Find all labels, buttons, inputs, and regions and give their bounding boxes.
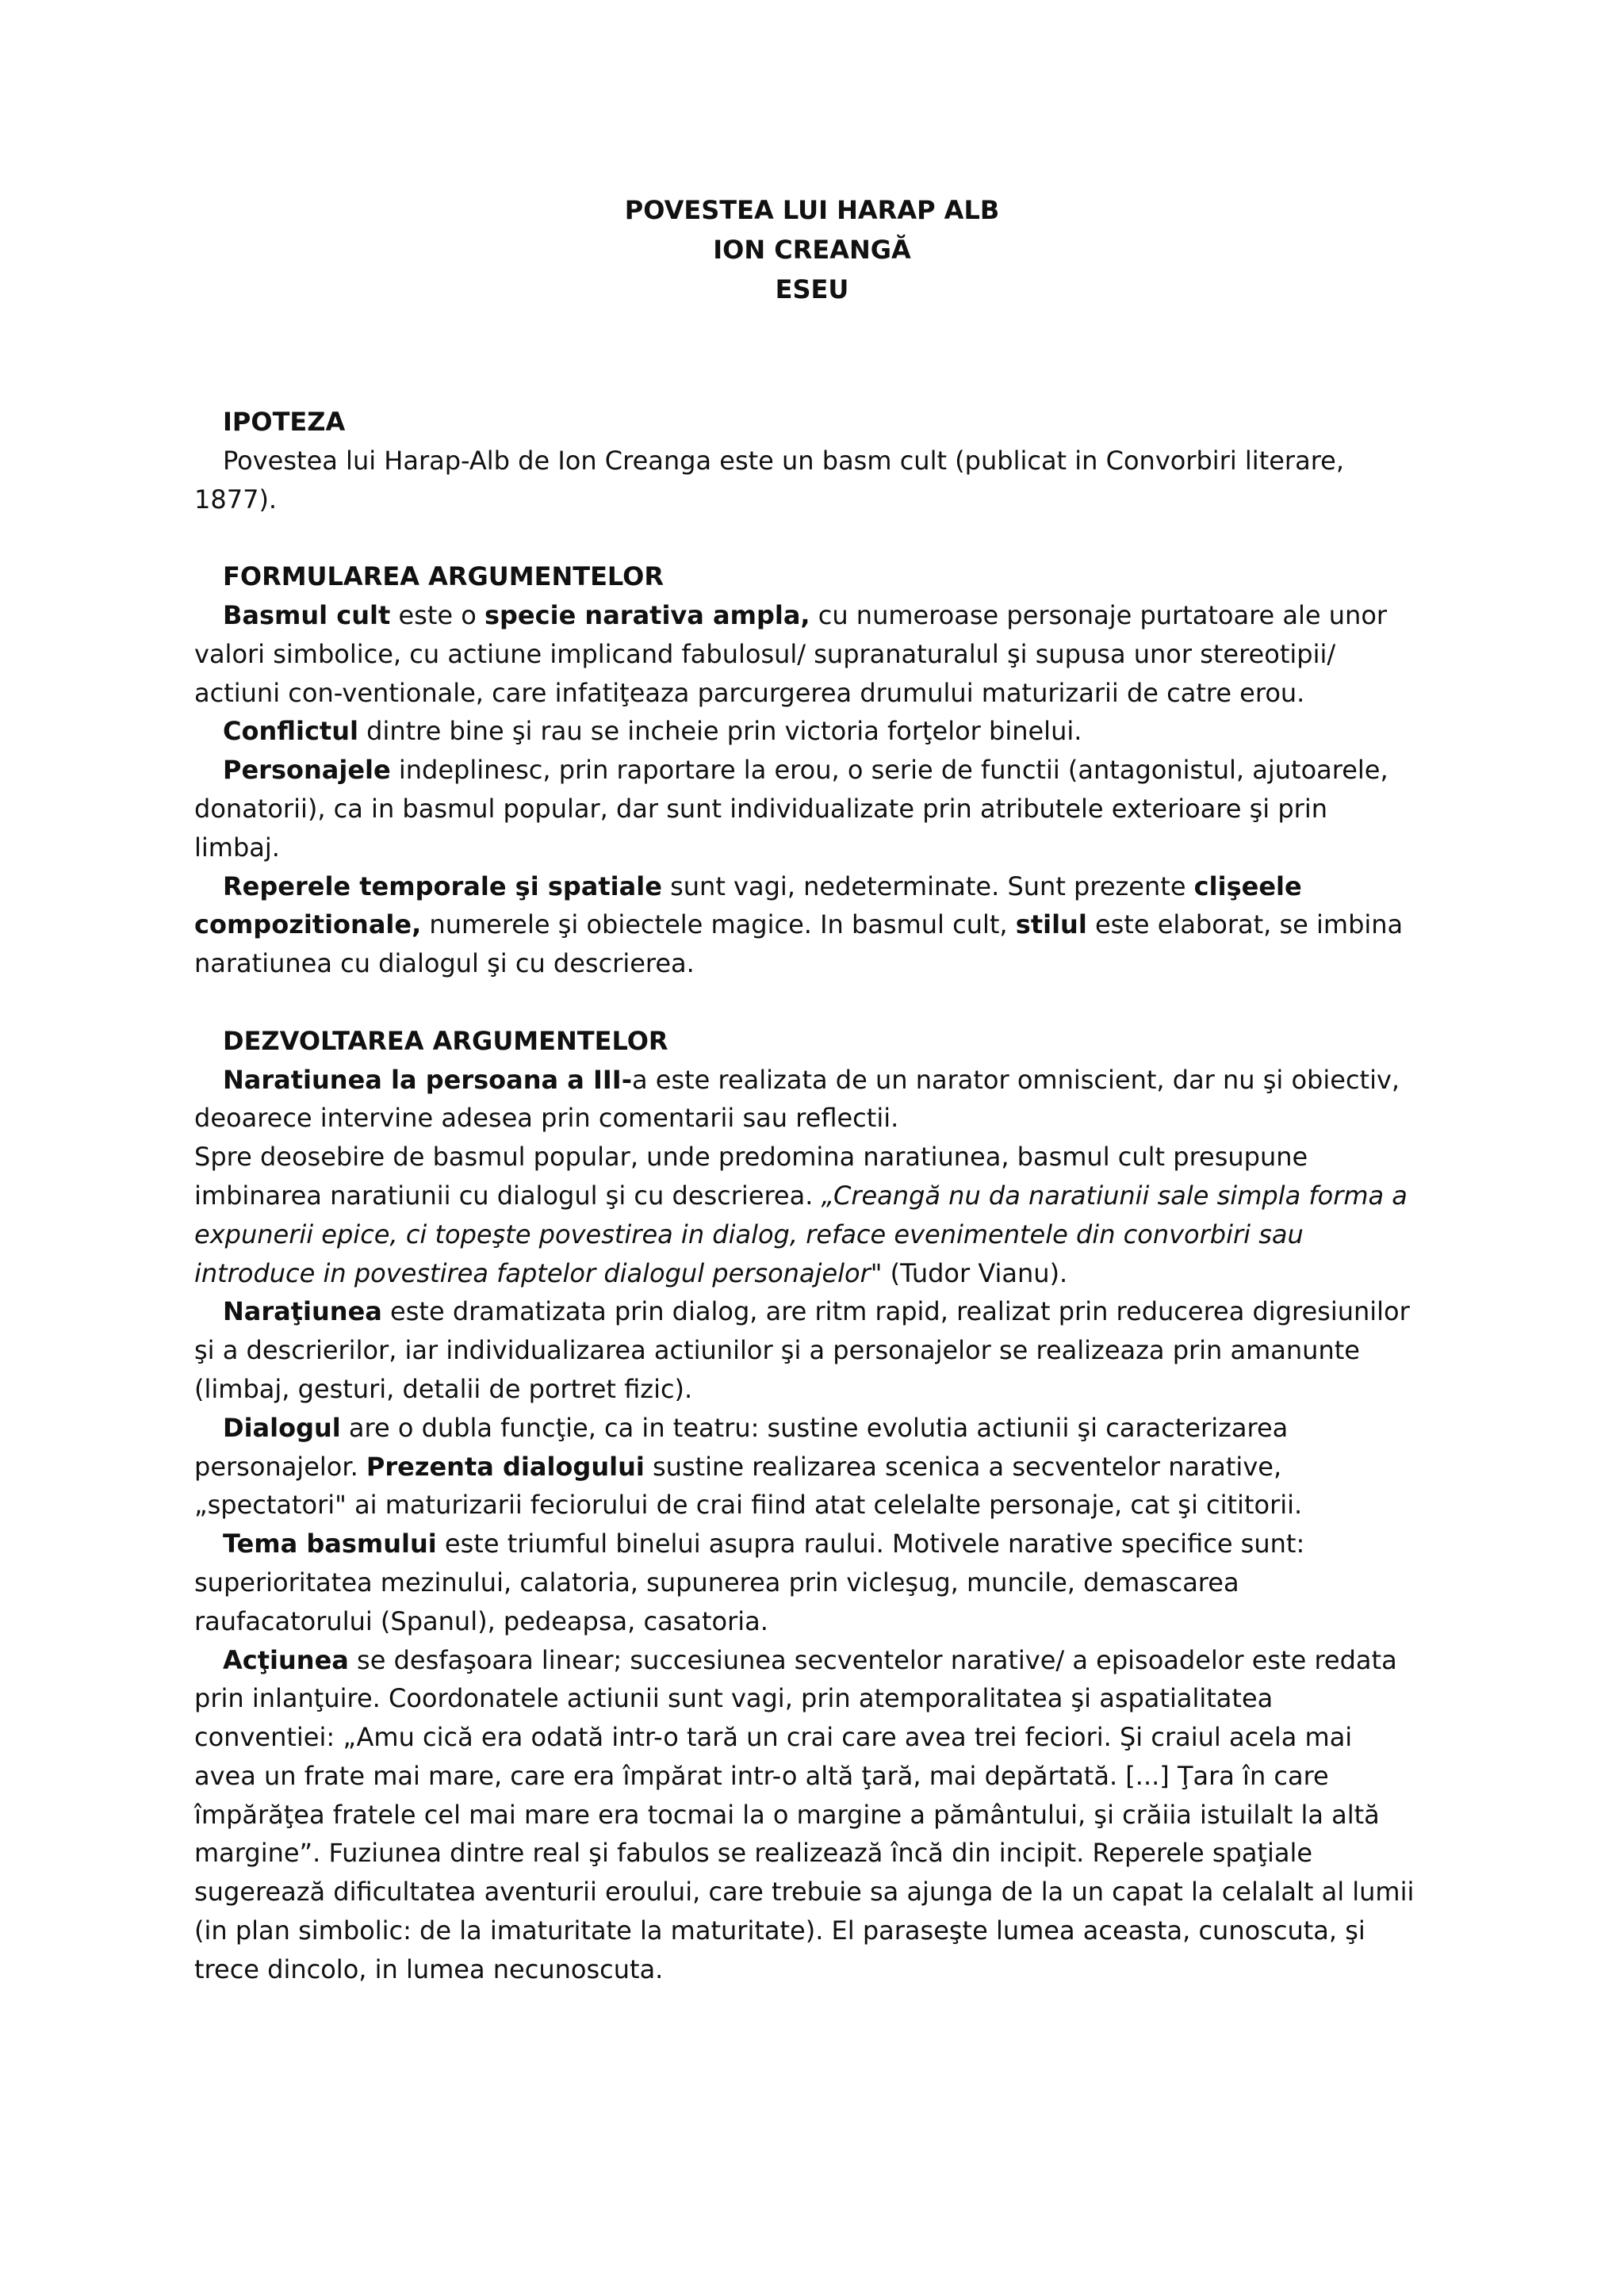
title-block <box>0 190 1624 309</box>
bold-term: Naratiunea la persoana a III- <box>223 1064 632 1095</box>
bold-term: stilul <box>1015 909 1087 940</box>
bold-term: Basmul cult <box>223 599 391 630</box>
bold-term: Acţiunea <box>223 1644 349 1675</box>
document-body <box>194 403 1415 1989</box>
paragraph-text: indeplinesc, prin raportare la erou, o serie de functii (antagonistul, ajutoarele, donatorii), ca in basmul popular, dar sunt individualizate prin atributele exterioare şi prin limbaj. <box>194 755 1388 863</box>
bold-term: Tema basmului <box>223 1529 437 1559</box>
dezvoltarea-paragraph-actiunea <box>194 1641 1415 1989</box>
paragraph-text: este dramatizata prin dialog, are ritm rapid, realizat prin reducerea digresiunilor şi a descrierilor, iar individualizarea actiunilor şi a personajelor se realizeaza prin amanunte (limbaj, gesturi, detalii de portret fizic). <box>194 1296 1410 1404</box>
paragraph-text: a este realizata de un narator omniscient, dar nu şi obiectiv, deoarece intervine adesea prin comentarii sau reflectii. <box>194 1064 1400 1134</box>
italic-quote: „Creangă nu da naratiunii sale simpla forma a expunerii epice, ci topeşte povestirea in dialog, reface evenimentele din convorbiri sau introduce in povestirea faptelor dialogul personajelor" <box>194 1180 1408 1288</box>
bold-term: Personajele <box>223 755 391 786</box>
paragraph-text: se desfaşoara linear; succesiunea secventelor narative/ a episoadelor este redata prin inlanţuire. Coordonatele actiunii sunt vagi, prin atemporalitatea şi aspatialitatea conventiei: „Amu cică era odată intr-o tară un crai care avea trei feciori. Şi craiul acela mai avea un frate mai mare, care era împărat intr-o altă ţară, mai depărtată. [...] Ţara în care împărăţea fratele cel mai mare era tocmai la o margine a pământului, şi crăiia istuilalt la altă margine”. Fuziunea dintre real şi fabulos se realizează încă din incipit. Reperele spaţiale sugerează dificultatea aventurii eroului, care trebuie sa ajunga de la un capat la celalalt al lumii (in plan simbolic: de la imaturitate la maturitate). El paraseşte lumea aceasta, cunoscuta, şi trece dincolo, in lumea necunoscuta. <box>194 1644 1415 1984</box>
section-heading-formularea: FORMULAREA ARGUMENTELOR <box>223 561 665 592</box>
paragraph-text: este triumful binelui asupra raului. Motivele narative specifice sunt: superioritatea mezinului, calatoria, supunerea prin vicleşug, muncile, demascarea raufacatorului (Spanul), pedeapsa, casatoria. <box>194 1529 1305 1636</box>
formularea-paragraph-conflictul <box>194 712 1415 751</box>
bold-term: Reperele temporale şi spatiale <box>223 871 662 901</box>
paragraph-text: numerele şi obiectele magice. In basmul cult, <box>421 909 1016 940</box>
bold-term: Naraţiunea <box>223 1296 382 1327</box>
bold-term: Conflictul <box>223 716 358 747</box>
bold-term: Dialogul <box>223 1412 341 1443</box>
paragraph-text: cu numeroase personaje purtatoare ale unor valori simbolice, cu actiune implicand fabulosul/ supranaturalul şi supusa unor stereotipii/ actiuni con-ventionale, care infatiţeaza parcurgerea drumului maturizarii de catre erou. <box>194 599 1388 708</box>
section-gap <box>194 983 1415 1022</box>
bold-term: specie narativa ampla, <box>484 599 810 630</box>
paragraph-text: are o dubla funcţie, ca in teatru: sustine evolutia actiunii şi caracterizarea personajelor. <box>194 1412 1289 1482</box>
bold-term: Prezenta dialogului <box>366 1451 645 1482</box>
paragraph-text: (Tudor Vianu). <box>882 1257 1068 1288</box>
document-author: ION CREANGĂ <box>713 235 911 265</box>
dezvoltarea-paragraph-naratiunea <box>194 1061 1415 1138</box>
paragraph-text: sunt vagi, nedeterminate. Sunt prezente <box>661 871 1194 901</box>
dezvoltarea-paragraph-dialogul <box>194 1409 1415 1525</box>
document-genre: ESEU <box>775 274 849 304</box>
dezvoltarea-paragraph-tema <box>194 1525 1415 1640</box>
dezvoltarea-paragraph-dramatizata <box>194 1292 1415 1408</box>
paragraph-text: este elaborat, se imbina naratiunea cu dialogul şi cu descrierea. <box>194 909 1404 979</box>
section-gap <box>194 519 1415 557</box>
formularea-paragraph-personajele <box>194 751 1415 867</box>
section-heading-ipoteza: IPOTEZA <box>223 407 346 437</box>
bold-term: clişeele compozitionale, <box>194 871 1302 940</box>
dezvoltarea-paragraph-deosebire <box>194 1138 1415 1292</box>
paragraph-text: este o <box>390 599 485 630</box>
section-heading-dezvoltarea: DEZVOLTAREA ARGUMENTELOR <box>223 1025 668 1056</box>
document-title: POVESTEA LUI HARAP ALB <box>624 195 1000 225</box>
ipoteza-paragraph: Povestea lui Harap-Alb de Ion Creanga este un basm cult (publicat in Convorbiri literare, 1877). <box>194 445 1344 515</box>
formularea-paragraph-basmul <box>194 596 1415 712</box>
paragraph-text: Spre deosebire de basmul popular, unde predomina naratiunea, basmul cult presupune imbinarea naratiunii cu dialogul şi cu descrierea. <box>194 1142 1308 1211</box>
paragraph-text: dintre bine şi rau se incheie prin victoria forţelor binelui. <box>358 716 1082 747</box>
paragraph-text: sustine realizarea scenica a secventelor narative, „spectatori" ai maturizarii feciorului de crai fiind atat celelalte personaje, cat şi cititorii. <box>194 1451 1303 1521</box>
formularea-paragraph-reperele <box>194 867 1415 983</box>
